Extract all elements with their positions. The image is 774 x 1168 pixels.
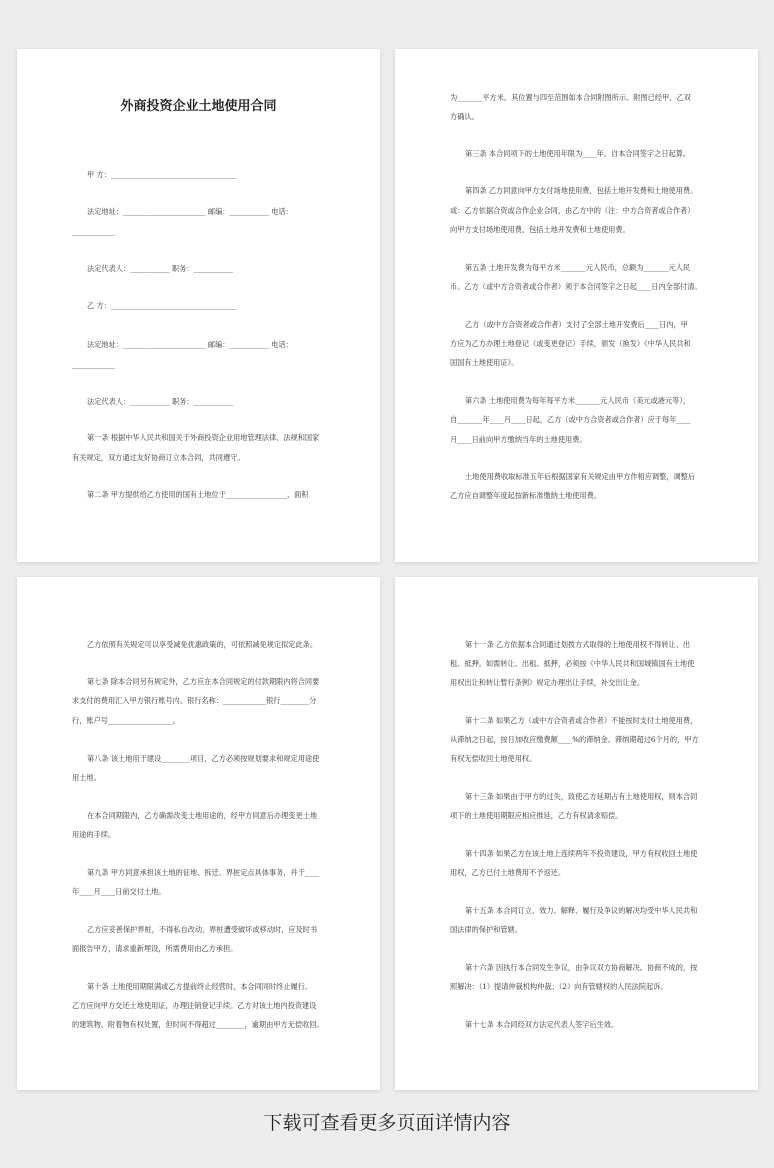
text-line: 国国有土地使用证》。 [450,358,519,367]
text-line: 第二条 甲方提供给乙方使用的国有土地位于_________________，面积 [87,490,309,499]
text-line: 用土地。 [72,773,101,782]
text-line: 年____月____日前交付土地。 [72,887,166,896]
text-line: 第十一条 乙方依据本合同通过划拨方式取得的土地使用权不得转让、出 [465,640,691,649]
text-line: 方确认。 [450,112,479,121]
text-line: 行，账户号__________________。 [72,716,180,725]
text-line: 求支付的费用汇入甲方银行账号内。银行名称：____________银行________分 [72,696,317,705]
text-line: 方应为乙方办理土地登记（或变更登记）手续，颁发（换发）《中华人民共和 [450,339,691,348]
text-line: 第五条 土地开发费为每平方米_______元人民币，总额为_______元人民 [465,263,691,272]
text-line: 有权无偿收回土地使用权。 [450,754,537,763]
text-line: 第一条 根据中华人民共和国关于外商投资企业用地管理法律、法规和国家 [87,433,320,442]
text-line: 月____日前向甲方缴纳当年的土地使用费。 [450,435,587,444]
text-line: 第十三条 如果由于甲方的过失，致使乙方延期占有土地使用权，则本合同 [465,792,698,801]
text-line: 第六条 土地使用费为每年每平方米_______元人民币（美元或港元等）， [465,396,691,405]
download-more-link[interactable]: 下载可查看更多页面详情内容 [263,1112,511,1134]
document-page-4 [395,577,758,1090]
text-line: 项下的土地使用期限应相应推延，乙方有权请求赔偿。 [450,811,623,820]
text-line: 第十二条 如果乙方（或中方合资者或合作者）不能按时支付土地使用费， [465,716,698,725]
text-line: 租、抵押。如需转让、出租、抵押，必须按《中华人民共和国城镇国有土地使 [450,659,695,668]
text-line: ____________ [72,360,116,369]
text-line: 第三条 本合同项下的土地使用年限为____年，自本合同签字之日起算。 [465,149,691,158]
text-line: 有关规定，双方通过友好协商订立本合同，共同遵守。 [72,453,245,462]
text-line: 用权出让和转让暂行条例》规定办理出让手续，补交出让金。 [450,678,645,687]
text-line: 乙 方：___________________________________ [87,301,237,310]
text-line: 乙方应自调整年度起按新标准缴纳土地使用费。 [450,491,601,500]
text-line: 在本合同期限内，乙方确需改变土地用途的，经甲方同意后办理变更土地 [87,811,318,820]
document-page-3 [17,577,380,1090]
text-line: 自_______年____月____日起，乙方（或中方合资者或合作者）应于每年____ [450,415,691,424]
text-line: 从滞纳之日起，按日加收应缴费额____%的滞纳金。滞纳期超过6个月的，甲方 [450,735,699,744]
text-line: 法定代表人：___________ 职务：___________ [87,264,234,273]
text-line: 乙方应妥善保护界桩，不得私自改动，界桩遭受破坏或移动时，应及时书 [87,925,318,934]
text-line: 用途的手续。 [72,830,116,839]
text-line: 乙方应向甲方交还土地使用证，办理注销登记手续。乙方对该土地内投资建设 [72,1001,317,1010]
text-line: 土地使用费收取标准五年后根据国家有关规定由甲方作相应调整，调整后 [465,472,696,481]
text-line: 乙方（或中方合资者或合作者）支付了全部土地开发费后____日内，甲 [465,320,688,329]
text-line: 国法律的保护和管辖。 [450,925,522,934]
text-line: 法定地址：_______________________ 邮编：___________ 电话： [87,340,293,349]
text-line: 甲 方：___________________________________ [87,170,237,179]
text-line: 币。乙方（或中方合资者或合作者）须于本合同签字之日起____日内全部付清。 [450,282,702,291]
text-line: 为_______平方米。其位置与四至范围如本合同附图所示。附图已经甲、乙双 [450,93,691,102]
text-line: 第十七条 本合同经双方法定代表人签字后生效。 [465,1020,619,1029]
text-line: 第十五条 本合同订立、效力、解释、履行及争议的解决均受中华人民共和 [465,906,698,915]
document-page-1 [17,49,380,562]
text-line: 乙方依照有关规定可以享受减免优惠政策的，可依照减免规定拟定此条。 [87,640,318,649]
text-line: 照解决：（1）提请仲裁机构仲裁；（2）向有管辖权的人民法院起诉。 [450,982,668,991]
text-line: 第十六条 因执行本合同发生争议，由争议双方协商解决。协商不成的，按 [465,963,698,972]
text-line: 第九条 甲方同意承担该土地的征地、拆迁、界桩定点具体事务，并于____ [87,868,320,877]
text-line: 第十四条 如果乙方在该土地上连续两年不投资建设，甲方有权收回土地使 [465,849,698,858]
document-page-2 [395,49,758,562]
text-line: 面报告甲方，请求重新埋设，所需费用由乙方承担。 [72,944,238,953]
text-line: 第七条 除本合同另有规定外，乙方应在本合同规定的付款期限内将合同要 [87,677,320,686]
text-line: 向甲方支付场地使用费，包括土地开发费和土地使用费。 [450,225,630,234]
text-line: 第四条 乙方同意向甲方支付场地使用费，包括土地开发费和土地使用费。 [465,186,698,195]
text-line: 第十条 土地使用期限满或乙方提前终止经营时，本合同同时终止履行。 [87,982,313,991]
text-line: 的建筑物、附着物有权处置，但时间不得超过________，逾期由甲方无偿收回。 [72,1020,324,1029]
text-line: 用权，乙方已付土地费用不予返还。 [450,868,566,877]
text-line: 或：乙方依据合资或合作企业合同，由乙方中的（注：中方合资者或合作者） [450,206,695,215]
text-line: 法定地址：_______________________ 邮编：___________ 电话： [87,207,293,216]
text-line: 法定代表人：___________ 职务：___________ [87,397,234,406]
text-line: 第八条 该土地用于建设________项目，乙方必须按规划要求和规定用途使 [87,754,320,763]
text-line: ____________ [72,227,116,236]
document-title: 外商投资企业土地使用合同 [120,99,277,114]
